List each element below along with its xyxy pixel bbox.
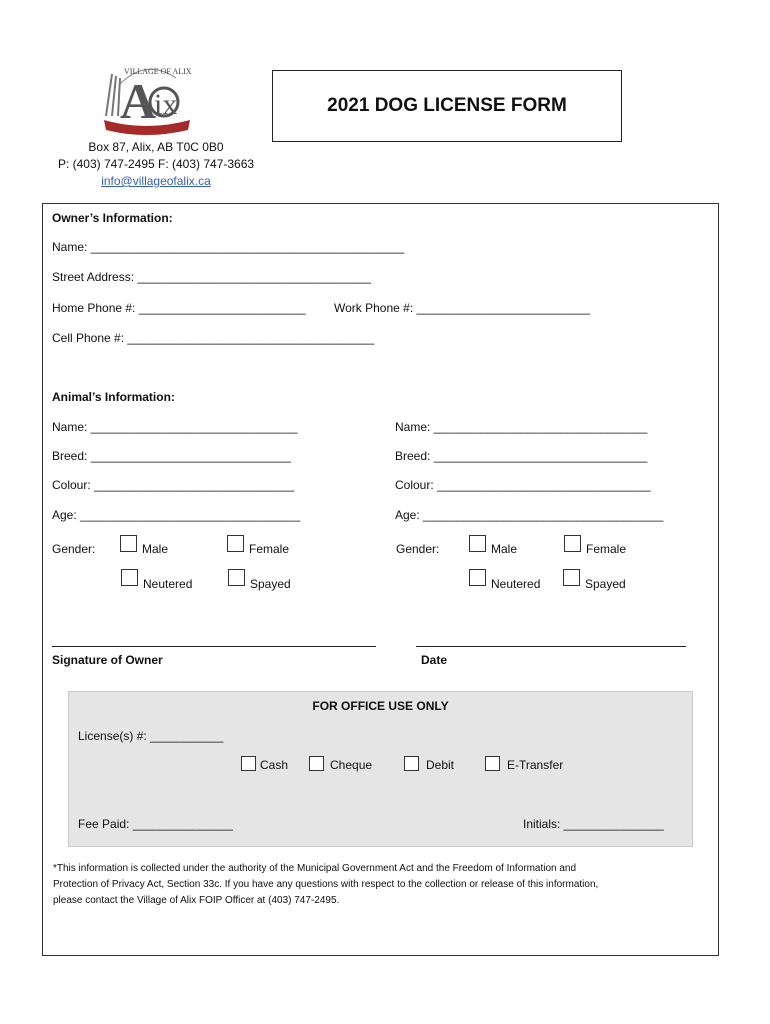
village-logo — [98, 54, 194, 138]
cheque-label: Cheque — [330, 758, 373, 772]
animal1-neutered-checkbox[interactable] — [121, 569, 138, 586]
phone-fax: P: (403) 747-2495 F: (403) 747-3663 — [57, 157, 255, 171]
animal2-name-field[interactable]: Name: ________________________________ — [395, 420, 648, 434]
animal1-name-field[interactable]: Name: _______________________________ — [52, 420, 298, 434]
street-address-field[interactable]: Street Address: ___________________________________ — [52, 270, 371, 284]
animal1-age-field[interactable]: Age: _________________________________ — [52, 508, 301, 522]
svg-text:A: A — [120, 73, 157, 129]
footnote-line-1: *This information is collected under the authority of the Municipal Government Act and the Freedom of Information and — [53, 863, 577, 874]
cheque-checkbox[interactable] — [309, 756, 324, 771]
animal2-breed-field[interactable]: Breed: ________________________________ — [395, 449, 648, 463]
initials-field[interactable]: Initials: _______________ — [523, 817, 664, 831]
logo-text: VILLAGE OF ALIX — [124, 67, 192, 76]
animal2-male-label: Male — [491, 542, 518, 556]
animal2-female-checkbox[interactable] — [564, 535, 581, 552]
office-use-heading: FOR OFFICE USE ONLY — [312, 699, 449, 713]
animal2-male-checkbox[interactable] — [469, 535, 486, 552]
address: Box 87, Alix, AB T0C 0B0 — [88, 140, 224, 154]
date-label: Date — [421, 653, 448, 667]
form-title: 2021 DOG LICENSE FORM — [272, 70, 622, 142]
owner-info-heading: Owner’s Information: — [52, 211, 173, 225]
animal1-breed-field[interactable]: Breed: ______________________________ — [52, 449, 291, 463]
signature-label: Signature of Owner — [52, 653, 163, 667]
fee-paid-field[interactable]: Fee Paid: _______________ — [78, 817, 233, 831]
animal1-neutered-label: Neutered — [143, 577, 193, 591]
animal1-male-label: Male — [142, 542, 169, 556]
animal1-colour-field[interactable]: Colour: ______________________________ — [52, 478, 295, 492]
signature-line[interactable] — [52, 646, 376, 647]
svg-text:ix: ix — [154, 88, 178, 121]
animal2-spayed-checkbox[interactable] — [563, 569, 580, 586]
cash-checkbox[interactable] — [241, 756, 256, 771]
animal1-female-label: Female — [249, 542, 290, 556]
animal2-neutered-label: Neutered — [491, 577, 541, 591]
animal1-female-checkbox[interactable] — [227, 535, 244, 552]
animal1-male-checkbox[interactable] — [120, 535, 137, 552]
cell-phone-field[interactable]: Cell Phone #: _____________________________________ — [52, 331, 375, 345]
email-link[interactable]: info@villageofalix.ca — [101, 174, 211, 188]
owner-name-field[interactable]: Name: _______________________________________________ — [52, 240, 405, 254]
animal2-female-label: Female — [586, 542, 627, 556]
animal1-spayed-checkbox[interactable] — [228, 569, 245, 586]
animal2-neutered-checkbox[interactable] — [469, 569, 486, 586]
debit-checkbox[interactable] — [404, 756, 419, 771]
animal1-spayed-label: Spayed — [250, 577, 291, 591]
date-line[interactable] — [416, 646, 686, 647]
etransfer-label: E-Transfer — [507, 758, 564, 772]
footnote-line-2: Protection of Privacy Act, Section 33c. If you have any questions with respect to the collection or release of this information, — [53, 879, 599, 890]
etransfer-checkbox[interactable] — [485, 756, 500, 771]
animal2-gender-label: Gender: — [396, 542, 440, 556]
home-phone-field[interactable]: Home Phone #: _________________________ — [52, 301, 306, 315]
animal2-age-field[interactable]: Age: ____________________________________ — [395, 508, 664, 522]
license-number-field[interactable]: License(s) #: ___________ — [78, 729, 224, 743]
animal-info-heading: Animal’s Information: — [52, 390, 175, 404]
animal2-spayed-label: Spayed — [585, 577, 626, 591]
footnote-line-3: please contact the Village of Alix FOIP Officer at (403) 747-2495. — [53, 895, 340, 906]
animal2-colour-field[interactable]: Colour: ________________________________ — [395, 478, 651, 492]
debit-label: Debit — [426, 758, 455, 772]
cash-label: Cash — [260, 758, 289, 772]
animal1-gender-label: Gender: — [52, 542, 96, 556]
work-phone-field[interactable]: Work Phone #: __________________________ — [334, 301, 591, 315]
